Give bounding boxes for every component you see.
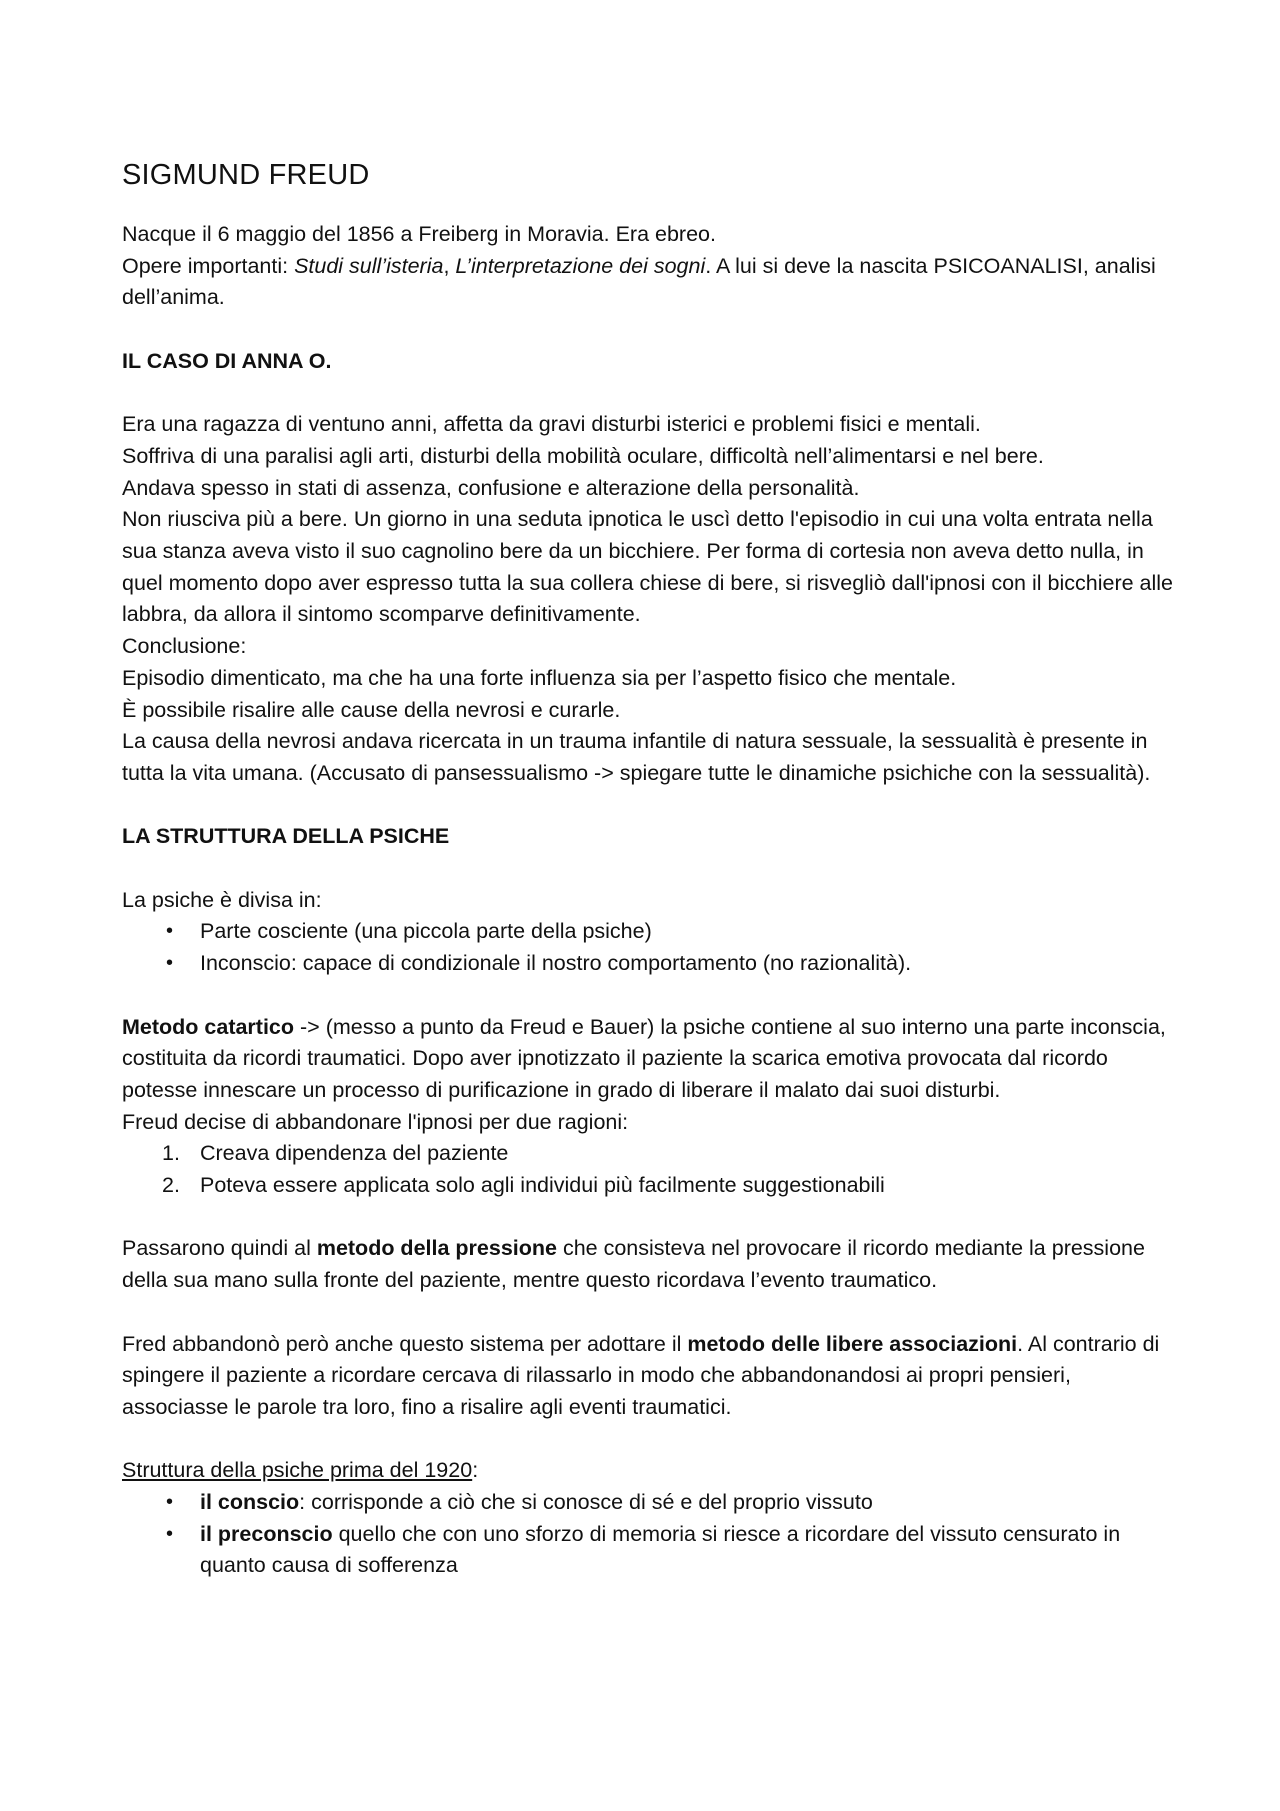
- works-tail: . A lui si deve la nascita PSICOANALISI, analisi dell’anima.: [122, 253, 1156, 310]
- spacer: [122, 853, 1180, 885]
- document-title: SIGMUND FREUD: [122, 159, 370, 191]
- spacer: [122, 1202, 1180, 1234]
- list-item: • Inconscio: capace di condizionale il nostro comportamento (no razionalità).: [200, 948, 1180, 980]
- subheading-before-1920: [122, 1455, 1180, 1487]
- list-item: • Parte cosciente (una piccola parte della psiche): [200, 916, 1180, 948]
- works-label: Opere importanti:: [122, 253, 295, 278]
- paragraph: È possibile risalire alle cause della nevrosi e curarle.: [122, 697, 621, 722]
- intro-line: Nacque il 6 maggio del 1856 a Freiberg in Moravia. Era ebreo.: [122, 222, 716, 246]
- works-separator: ,: [443, 253, 456, 278]
- paragraph-text: . Al contrario di spingere il paziente a ricordare cercava di rilassarlo in modo che abbandonandosi ai propri pensieri, associasse le parole tra loro, fino a risalire agli eventi traumatici.: [122, 1331, 1160, 1419]
- intro-works: [122, 251, 1180, 314]
- paragraph: La psiche è divisa in:: [122, 887, 322, 912]
- paragraph: Episodio dimenticato, ma che ha una forte influenza sia per l’aspetto fisico che mentale.: [122, 665, 957, 690]
- paragraph: Era una ragazza di ventuno anni, affetta da gravi disturbi isterici e problemi fisici e mentali.: [122, 412, 981, 437]
- list-text: Poteva essere applicata solo agli individui più facilmente suggestionabili: [200, 1173, 885, 1198]
- paragraph-text: Passarono quindi al: [122, 1236, 317, 1261]
- paragraph-text: Fred abbandonò però anche questo sistema per adottare il: [122, 1331, 688, 1356]
- spacer: [122, 980, 1180, 1012]
- bold-term: Metodo catartico: [122, 1014, 295, 1039]
- paragraph: Soffriva di una paralisi agli arti, disturbi della mobilità oculare, difficoltà nell’alimentarsi e nel bere.: [122, 443, 1044, 468]
- list-item: [200, 1487, 1180, 1519]
- list-item: [200, 1519, 1180, 1582]
- spacer: [122, 790, 1180, 822]
- list-text: quello che con uno sforzo di memoria si riesce a ricordare del vissuto censurato in quanto causa di sofferenza: [200, 1521, 1121, 1578]
- bullet-list: [122, 1487, 1180, 1582]
- work-title-1: Studi sull’isteria: [294, 253, 444, 278]
- spacer: [122, 378, 1180, 410]
- spacer: [122, 1297, 1180, 1329]
- paragraph: Conclusione:: [122, 634, 247, 659]
- paragraph-text: che consisteva nel provocare il ricordo mediante la pressione della sua mano sulla fronte del paziente, mentre questo ricordava l’evento traumatico.: [122, 1236, 1145, 1293]
- underlined-heading: Struttura della psiche prima del 1920: [122, 1458, 473, 1483]
- section-heading-anna: IL CASO DI ANNA O.: [122, 348, 332, 373]
- paragraph-catartico: [122, 1012, 1180, 1107]
- paragraph: Non riusciva più a bere. Un giorno in una seduta ipnotica le uscì detto l'episodio in cui una volta entrata nella sua stanza aveva visto il suo cagnolino bere da un bicchiere. Per forma di cortesia non aveva detto nulla, in quel momento dopo aver espresso tutta la sua collera chiese di bere, si risvegliò dall'ipnosi con il bicchiere alle labbra, da allora il sintomo scomparve definitivamente.: [122, 507, 1174, 627]
- work-title-2: L’interpretazione dei sogni: [455, 253, 706, 278]
- list-number: 1.: [162, 1141, 180, 1166]
- paragraph: Andava spesso in stati di assenza, confusione e alterazione della personalità.: [122, 475, 860, 500]
- bullet-list: [122, 916, 1180, 979]
- heading-colon: :: [472, 1458, 479, 1483]
- bold-term: il preconscio: [200, 1521, 333, 1546]
- bold-term: metodo delle libere associazioni: [687, 1331, 1018, 1356]
- paragraph: Freud decise di abbandonare l'ipnosi per due ragioni:: [122, 1109, 629, 1134]
- paragraph-pressione: [122, 1233, 1180, 1296]
- list-text: Creava dipendenza del paziente: [200, 1141, 509, 1166]
- list-item: [162, 1138, 1180, 1170]
- list-item: [162, 1170, 1180, 1202]
- numbered-list: [122, 1138, 1180, 1201]
- paragraph-text: -> (messo a punto da Freud e Bauer) la psiche contiene al suo interno una parte inconscia, costituita da ricordi traumatici. Dopo aver ipnotizzato il paziente la scarica emotiva provocata dal ricordo potesse innescare un processo di purificazione in grado di liberare il malato dai suoi disturbi.: [122, 1014, 1166, 1102]
- spacer: [122, 314, 1180, 346]
- bold-term: metodo della pressione: [316, 1236, 557, 1261]
- list-number: 2.: [162, 1173, 180, 1198]
- section-heading-structure: LA STRUTTURA DELLA PSICHE: [122, 824, 450, 849]
- list-text: : corrisponde a ciò che si conosce di sé e del proprio vissuto: [299, 1490, 873, 1514]
- spacer: [122, 1424, 1180, 1456]
- bold-term: il conscio: [200, 1490, 300, 1514]
- paragraph-associazioni: [122, 1329, 1180, 1424]
- paragraph: La causa della nevrosi andava ricercata in un trauma infantile di natura sessuale, la sessualità è presente in tutta la vita umana. (Accusato di pansessualismo -> spiegare tutte le dinamiche psichiche con la sessualità).: [122, 729, 1151, 785]
